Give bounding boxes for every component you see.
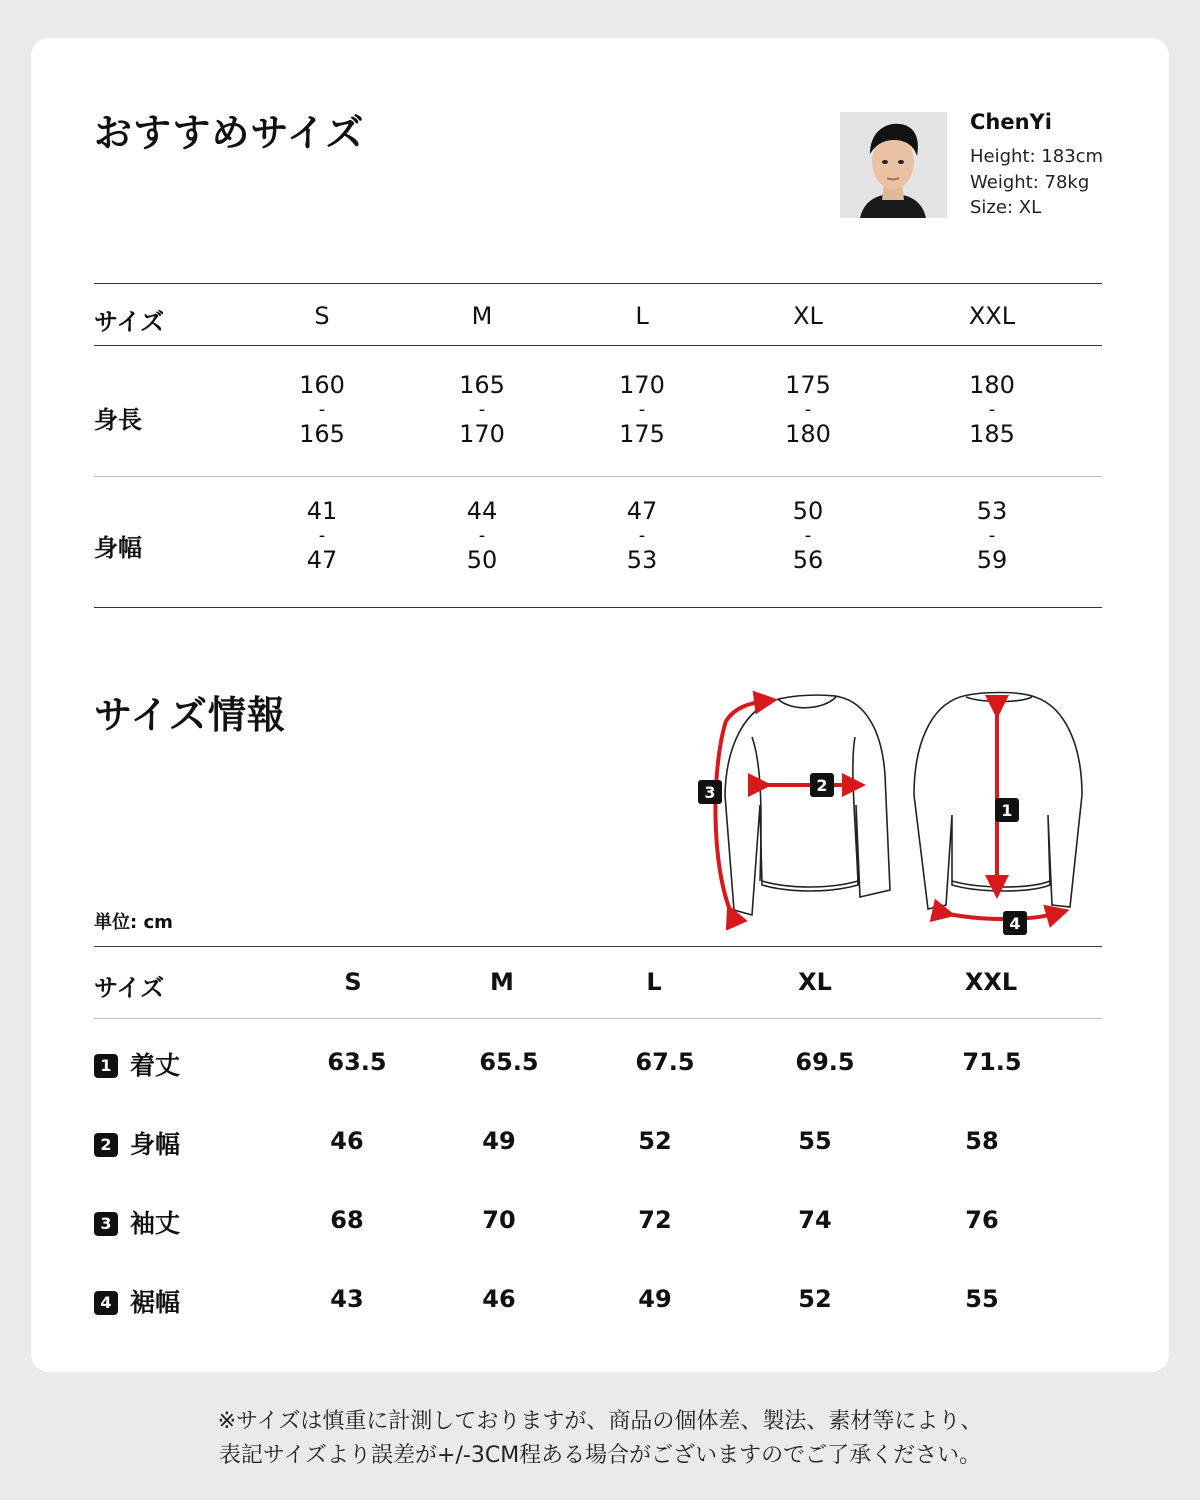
value-cell: 49 <box>638 1285 672 1313</box>
range-cell: 180 - 185 <box>969 371 1015 448</box>
model-size: Size: XL <box>970 197 1042 218</box>
header-s: S <box>344 968 362 996</box>
recommend-title: おすすめサイズ <box>94 111 365 155</box>
front-shirt <box>725 695 890 915</box>
value-cell: 69.5 <box>795 1048 855 1076</box>
garment-diagram <box>690 685 1090 944</box>
range-cell: 44 - 50 <box>466 497 498 574</box>
value-cell: 63.5 <box>327 1048 387 1076</box>
marker-2 <box>810 773 834 797</box>
row-label-height: 身長 <box>94 406 142 434</box>
header-l: L <box>635 302 649 330</box>
footnote-line-2: 表記サイズより誤差が+/-3CM程ある場合がございますのでご了承ください。 <box>218 1443 982 1468</box>
marker-1 <box>995 798 1019 822</box>
value-cell: 76 <box>965 1206 999 1234</box>
range-cell: 41 - 47 <box>306 497 338 574</box>
value-cell: 67.5 <box>635 1048 695 1076</box>
header-s: S <box>314 302 330 330</box>
value-cell: 72 <box>638 1206 672 1234</box>
model-height: Height: 183cm <box>970 146 1104 167</box>
footnote-line-1: ※サイズは慎重に計測しておりますが、商品の個体差、製法、素材等により、 <box>217 1409 983 1434</box>
svg-text:1: 1 <box>1001 801 1013 820</box>
number-badge: 3 <box>94 1212 118 1236</box>
value-cell: 68 <box>330 1206 364 1234</box>
table-rule <box>94 946 1102 947</box>
value-cell: 49 <box>482 1127 516 1155</box>
range-cell: 170 - 175 <box>619 371 665 448</box>
row-label-hem: 4 裾幅 <box>94 1283 180 1319</box>
value-cell: 71.5 <box>962 1048 1022 1076</box>
value-cell: 43 <box>330 1285 364 1313</box>
value-cell: 46 <box>330 1127 364 1155</box>
header-size-label: サイズ <box>94 308 165 336</box>
range-cell: 50 - 56 <box>792 497 824 574</box>
table-rule <box>94 1018 1102 1019</box>
size-info-title: サイズ情報 <box>94 693 286 737</box>
range-cell: 175 - 180 <box>785 371 831 448</box>
model-weight: Weight: 78kg <box>970 172 1090 193</box>
range-cell: 47 - 53 <box>626 497 658 574</box>
value-cell: 70 <box>482 1206 516 1234</box>
value-cell: 52 <box>798 1285 832 1313</box>
table-rule <box>94 476 1102 477</box>
header-m: M <box>490 968 514 996</box>
header-size-label: サイズ <box>94 974 165 1002</box>
number-badge: 2 <box>94 1133 118 1157</box>
table-rule <box>94 283 1102 284</box>
value-cell: 55 <box>798 1127 832 1155</box>
row-label-width: 身幅 <box>94 534 142 562</box>
model-name: ChenYi <box>970 110 1052 134</box>
row-label-length: 1 着丈 <box>94 1046 180 1082</box>
value-cell: 52 <box>638 1127 672 1155</box>
value-cell: 74 <box>798 1206 832 1234</box>
unit-label: 単位: cm <box>94 912 173 933</box>
range-cell: 165 - 170 <box>459 371 505 448</box>
value-cell: 46 <box>482 1285 516 1313</box>
header-l: L <box>646 968 662 996</box>
svg-text:2: 2 <box>816 776 828 795</box>
header-m: M <box>471 302 493 330</box>
header-xl: XL <box>798 968 832 996</box>
number-badge: 1 <box>94 1054 118 1078</box>
svg-text:3: 3 <box>704 783 716 802</box>
row-label-width: 2 身幅 <box>94 1125 180 1161</box>
header-xxl: XXL <box>964 968 1018 996</box>
header-xxl: XXL <box>968 302 1016 330</box>
svg-text:4: 4 <box>1009 914 1021 933</box>
marker-3 <box>698 780 722 804</box>
row-label-sleeve: 3 袖丈 <box>94 1204 180 1240</box>
range-cell: 160 - 165 <box>299 371 345 448</box>
marker-4 <box>1003 911 1027 935</box>
number-badge: 4 <box>94 1291 118 1315</box>
value-cell: 58 <box>965 1127 999 1155</box>
header-xl: XL <box>793 302 823 330</box>
table-rule <box>94 345 1102 346</box>
model-photo <box>840 112 947 218</box>
value-cell: 65.5 <box>479 1048 539 1076</box>
table-rule <box>94 607 1102 608</box>
range-cell: 53 - 59 <box>976 497 1008 574</box>
value-cell: 55 <box>965 1285 999 1313</box>
